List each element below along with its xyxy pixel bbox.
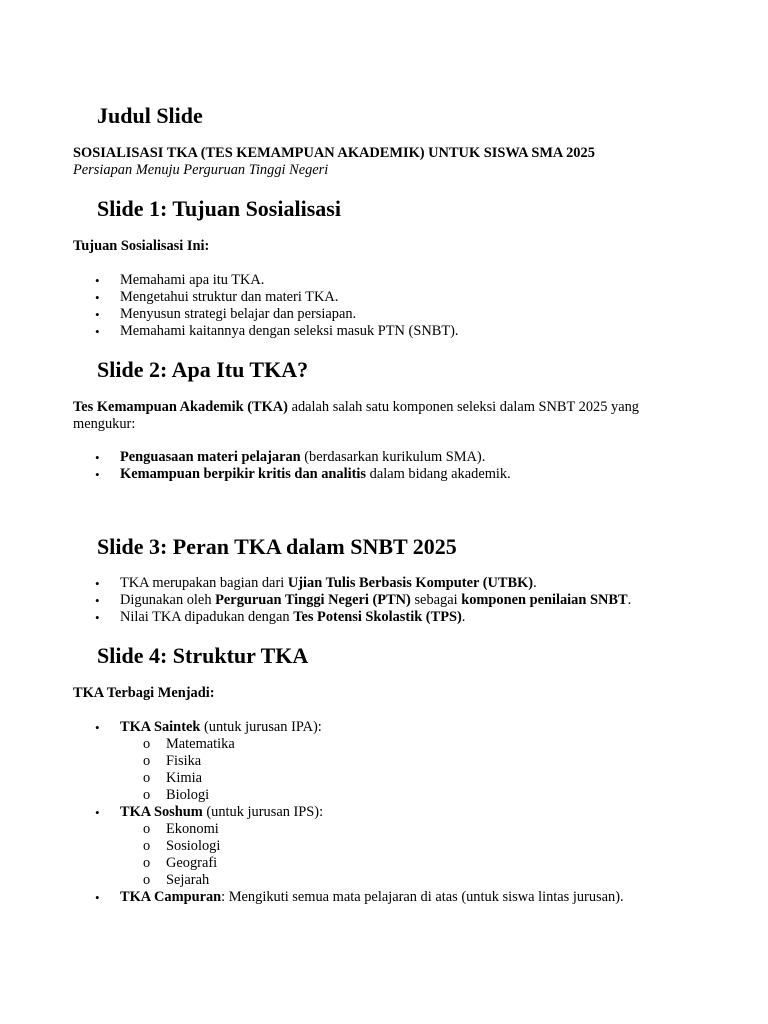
list-item: • Penguasaan materi pelajaran (berdasarkan kurikulum SMA). (0, 449, 511, 466)
slide4-label: TKA Terbagi Menjadi: (73, 685, 215, 701)
sublist-item: o Geografi (120, 855, 624, 872)
sublist-item: o Kimia (120, 770, 624, 787)
list-item: • Menyusun strategi belajar dan persiapan. (0, 306, 459, 323)
list-item: • Kemampuan berpikir kritis dan analitis dalam bidang akademik. (0, 466, 511, 483)
presentation-subtitle: Persiapan Menuju Perguruan Tinggi Negeri (73, 162, 329, 178)
sublist-item: o Fisika (120, 753, 624, 770)
slide2-intro: Tes Kemampuan Akademik (TKA) adalah salah satu komponen seleksi dalam SNBT 2025 yang (73, 399, 640, 415)
sublist-item: o Sosiologi (120, 838, 624, 855)
list-item: • TKA merupakan bagian dari Ujian Tulis Berbasis Komputer (UTBK). (0, 575, 631, 592)
slide4-list (0, 719, 624, 906)
sublist-item: o Sejarah (120, 872, 624, 889)
presentation-title: SOSIALISASI TKA (TES KEMAMPUAN AKADEMIK) UNTUK SISWA SMA 2025 (73, 145, 595, 161)
list-item-soshum: • TKA Soshum (untuk jurusan IPS): o Ekonomi o Sosiologi o Geografi o Sejarah (0, 804, 624, 889)
title-slide-heading: Judul Slide (97, 103, 203, 128)
saintek-sublist (120, 736, 624, 804)
list-item-saintek: • TKA Saintek (untuk jurusan IPA): o Matematika o Fisika o Kimia o Biologi (0, 719, 624, 804)
slide3-list (0, 575, 631, 626)
list-item: • Mengetahui struktur dan materi TKA. (0, 289, 459, 306)
slide1-label: Tujuan Sosialisasi Ini: (73, 238, 210, 254)
slide2-list (0, 449, 511, 483)
slide1-heading: Slide 1: Tujuan Sosialisasi (97, 196, 341, 221)
list-item: • Digunakan oleh Perguruan Tinggi Negeri (PTN) sebagai komponen penilaian SNBT. (0, 592, 631, 609)
sublist-item: o Matematika (120, 736, 624, 753)
sublist-item: o Ekonomi (120, 821, 624, 838)
sublist-item: o Biologi (120, 787, 624, 804)
slide3-heading: Slide 3: Peran TKA dalam SNBT 2025 (97, 534, 457, 559)
soshum-sublist (120, 821, 624, 889)
slide2-intro-continued: mengukur: (73, 416, 136, 432)
slide4-heading: Slide 4: Struktur TKA (97, 643, 309, 668)
list-item-campuran: • TKA Campuran: Mengikuti semua mata pelajaran di atas (untuk siswa lintas jurusan). (0, 889, 624, 906)
slide1-list (0, 272, 459, 340)
list-item: • Memahami kaitannya dengan seleksi masuk PTN (SNBT). (0, 323, 459, 340)
slide2-heading: Slide 2: Apa Itu TKA? (97, 357, 309, 382)
list-item: • Memahami apa itu TKA. (0, 272, 459, 289)
list-item: • Nilai TKA dipadukan dengan Tes Potensi Skolastik (TPS). (0, 609, 631, 626)
